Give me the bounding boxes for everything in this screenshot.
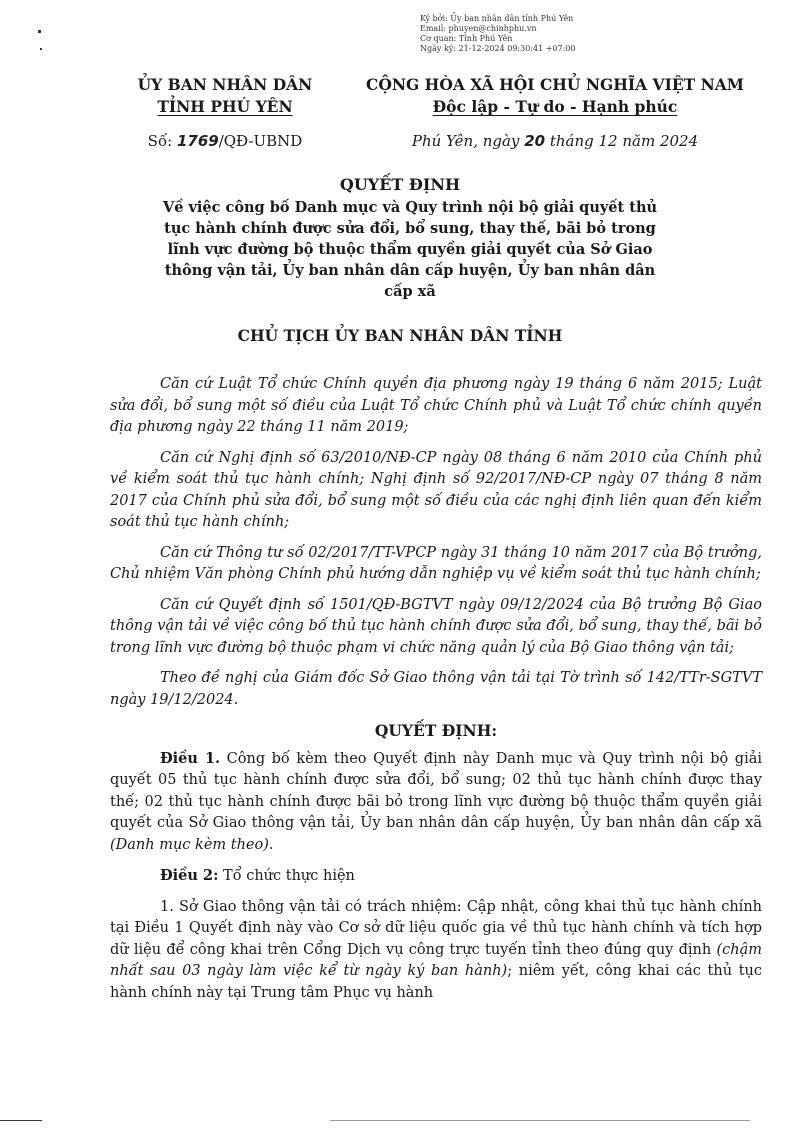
scan-mark (0, 1120, 42, 1121)
article-1: Điều 1. Công bố kèm theo Quyết định này Danh mục và Quy trình nội bộ giải quyết 05 thủ tục hành chính được sửa đổi, bổ sung; 02 thủ tục hành chính được thay thế; 02 thủ tục hành chính được bãi bỏ trong lĩnh vực đường bộ thuộc thẩm quyền giải quyết của Sở Giao thông vận tải, Ủy ban nhân dân cấp huyện, Ủy ban nhân dân cấp xã (Danh mục kèm theo). (110, 749, 763, 853)
signature-line: Cơ quan: Tỉnh Phú Yên (420, 34, 513, 43)
preamble-paragraph: Căn cứ Nghị định số 63/2010/NĐ-CP ngày 08 tháng 6 năm 2010 của Chính phủ về kiểm soát thủ tục hành chính; Nghị định số 92/2017/NĐ-CP ngày 07 tháng 8 năm 2017 của Chính phủ sửa đổi, bổ sung một số điều của các nghị định liên quan đến kiểm soát thủ tục hành chính; (110, 449, 762, 530)
agency-line-1: ỦY BAN NHÂN DÂN (137, 75, 313, 94)
preamble-paragraph: Căn cứ Luật Tổ chức Chính quyền địa phương ngày 19 tháng 6 năm 2015; Luật sửa đổi, bổ sung một số điều của Luật Tổ chức Chính phủ và Luật Tổ chức chính quyền địa phương ngày 22 tháng 11 năm 2019; (110, 376, 762, 435)
document-subject: Về việc công bố Danh mục và Quy trình nội bộ giải quyết thủ tục hành chính được sửa đổi, bổ sung, thay thế, bãi bỏ trong lĩnh vực đường bộ thuộc thẩm quyền giải quyết của Sở Giao thông vận tải, Ủy ban nhân dân cấp huyện, Ủy ban nhân dân cấp xã (162, 199, 658, 300)
issuing-agency (110, 74, 340, 118)
digital-signature-block (420, 14, 575, 54)
national-motto: Độc lập - Tự do - Hạnh phúc (432, 97, 678, 116)
signature-line: Ngày ký: 21-12-2024 09:30:41 +07:00 (420, 44, 576, 53)
article-2-item-1: 1. Sở Giao thông vận tải có trách nhiệm: Cập nhật, công khai thủ tục hành chính tại Điều 1 Quyết định này vào Cơ sở dữ liệu quốc gia về thủ tục hành chính và tích hợp dữ liệu để công khai trên Cổng Dịch vụ công trực tuyến tỉnh theo đúng quy định (chậm nhất sau 03 ngày làm việc kể từ ngày ký ban hành); niêm yết, công khai các thủ tục hành chính này tại Trung tâm Phục vụ hành (110, 898, 762, 1001)
document-body (110, 374, 762, 1013)
agency-line-2: TỈNH PHÚ YÊN (157, 97, 293, 116)
document-date: Phú Yên, ngày 20 tháng 12 năm 2024 (411, 132, 699, 150)
document-number: Số: 1769/QĐ-UBND (147, 132, 303, 150)
signature-line: Email: phuyen@chinhphu.vn (420, 24, 537, 33)
scan-mark (38, 30, 41, 33)
decision-heading: QUYẾT ĐỊNH: (374, 721, 498, 740)
signer-role: CHỦ TỊCH ỦY BAN NHÂN DÂN TỈNH (237, 326, 563, 345)
preamble-paragraph: Căn cứ Thông tư số 02/2017/TT-VPCP ngày 31 tháng 10 năm 2017 của Bộ trưởng, Chủ nhiệm Văn phòng Chính phủ hướng dẫn nghiệp vụ về kiểm soát thủ tục hành chính; (110, 544, 762, 582)
handwritten-day: 20 (524, 132, 546, 150)
handwritten-number: 1769 (176, 132, 219, 150)
preamble-paragraph: Căn cứ Quyết định số 1501/QĐ-BGTVT ngày 09/12/2024 của Bộ trưởng Bộ Giao thông vận tải về việc công bố thủ tục hành chính được sửa đổi, bổ sung, thay thế, bãi bỏ trong lĩnh vực đường bộ thuộc phạm vi chức năng quản lý của Bộ Giao thông vận tải; (110, 596, 762, 656)
signature-line: Ký bởi: Ủy ban nhân dân tỉnh Phú Yên (420, 14, 574, 23)
scan-mark (330, 1120, 750, 1121)
article-2: Điều 2: Tổ chức thực hiện (160, 867, 355, 884)
preamble-paragraph: Theo đề nghị của Giám đốc Sở Giao thông vận tải tại Tờ trình số 142/TTr-SGTVT ngày 19/12/2024. (110, 670, 762, 708)
national-header (345, 74, 765, 118)
country-name: CỘNG HÒA XÃ HỘI CHỦ NGHĨA VIỆT NAM (366, 75, 744, 94)
scan-mark (40, 48, 42, 50)
document-title: QUYẾT ĐỊNH (339, 175, 461, 194)
